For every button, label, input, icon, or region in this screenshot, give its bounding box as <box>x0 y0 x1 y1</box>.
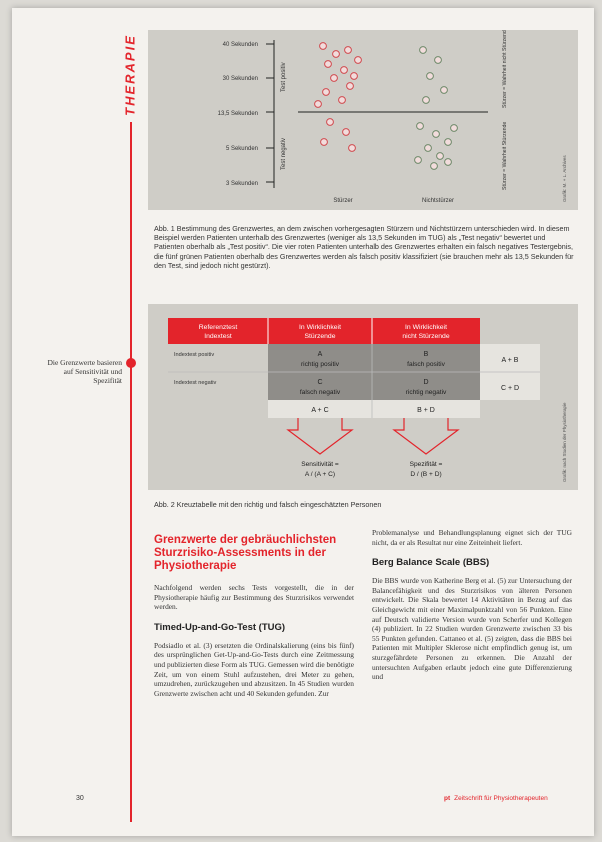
faller-dot <box>333 51 340 58</box>
svg-text:Stürzende: Stürzende <box>304 333 336 340</box>
tug-heading: Timed-Up-and-Go-Test (TUG) <box>154 621 286 633</box>
journal-logo: pt <box>444 795 451 802</box>
faller-dots <box>315 43 362 152</box>
faller-dot <box>351 73 358 80</box>
cell-d: richtig negativ <box>405 389 447 396</box>
arrow-sensitivity <box>288 418 352 454</box>
row-pos-label: Indextest positiv <box>174 352 215 358</box>
nonfaller-dot <box>417 123 424 130</box>
tug-paragraph: Podsiadlo et al. (3) ersetzten die Ordinalskalierung (eins bis fünf) des ursprünglichen Get-Up-and-Go-Tests durch eine Zeitmessung und publizierten diese Form als TUG. Gemessen wird die benötigte Zeit, um von einem Stuhl aufzustehen, drei Meter zu gehen, umzudrehen, zurückzugehen und abzusitzen. In 45 Studien wurden Grenzwerte zwischen acht und 40 Sekunden gefunden. Zur <box>154 640 354 698</box>
figure-2-credit: Grafik: nach Studien der Physiotherapie <box>562 402 567 482</box>
header-sturzende-cell <box>268 318 372 344</box>
faller-dot <box>315 101 322 108</box>
sens-label: Sensitivität = <box>301 461 339 468</box>
cell-c: falsch negativ <box>299 389 341 396</box>
faller-dot <box>320 43 327 50</box>
y-tick-labels <box>218 42 258 187</box>
nonfaller-dot <box>445 159 452 166</box>
svg-text:C: C <box>317 379 323 386</box>
sum-ac: A + C <box>311 407 329 414</box>
cell-b: falsch positiv <box>407 361 445 368</box>
page-number: 30 <box>76 795 84 802</box>
y-tick-label: 3 Sekunden <box>225 181 258 187</box>
margin-note: Die Grenzwerte basieren auf Sensitivität und Spezifität <box>47 358 122 385</box>
continuation-paragraph: Problemanalyse und Behandlungsplanung eignet sich der TUG nicht, da er als Resultat nur eine Zeiteinheit liefert. <box>372 528 572 547</box>
nonfaller-dots <box>415 47 458 170</box>
faller-dot <box>325 61 332 68</box>
faller-dot <box>327 119 334 126</box>
header-ref-cell <box>168 318 268 344</box>
sum-bd: B + D <box>417 407 435 414</box>
y-tick-label: 30 Sekunden <box>222 76 258 82</box>
y-tick-label: 13,5 Sekunden <box>217 111 258 117</box>
faller-dot <box>347 83 354 90</box>
nonfaller-dot <box>420 47 427 54</box>
x-label-fallers: Stürzer <box>333 198 353 204</box>
faller-dot <box>341 67 348 74</box>
nonfaller-dot <box>431 163 438 170</box>
journal-footer <box>444 795 548 802</box>
svg-text:D: D <box>423 379 429 386</box>
figure-1-plot <box>148 30 578 210</box>
faller-dot <box>323 89 330 96</box>
svg-text:B: B <box>423 351 429 358</box>
cell-a: richtig positiv <box>300 361 340 368</box>
left-column <box>154 528 354 698</box>
arrow-specificity <box>394 418 458 454</box>
sum-cd: C + D <box>500 385 520 392</box>
nonfaller-dot <box>425 145 432 152</box>
x-label-nonfallers: Nichtstürzer <box>421 198 455 204</box>
nonfaller-dot <box>427 73 434 80</box>
faller-dot <box>339 97 346 104</box>
section-rule <box>130 122 132 822</box>
nonfaller-dot <box>433 131 440 138</box>
section-title: Grenzwerte der gebräuchlichsten Sturzrisiko-Assessments in der Physiotherapie <box>154 534 337 572</box>
intro-paragraph: Nachfolgend werden sechs Tests vorgestellt, die in der Physiotherapie häufig zur Bestimmung des Sturzrisikos verwendet werden. <box>154 583 354 612</box>
label-right-top: Stürzer = Wahrheit nicht Stürzende <box>502 30 508 108</box>
bbs-paragraph: Die BBS wurde von Katherine Berg et al. (5) zur Untersuchung der Balancefähigkeit und des Sturzrisikos von älteren Personen entwickelt. Die Skala bewertet 14 Aktivitäten in Bezug auf das Gleichgewicht mit einer Maximalpunktzahl von 56 Punkten. Eine auf Deutsch validierte Version wurde von Scherfer und Kollegen (4) publiziert. In 22 Studien wurden Grenzwerte zwischen 33 bis 55 Punkten gefunden. Cattaneo et al. (5) zeigten, dass die BBS bei Patienten mit Multipler Sklerose nicht empfindlich genug ist, um sturzgefährdete Personen zu erkennen. Die Anzahl der untersuchten Aufgaben erlaubt jedoch eine gute Differenzierung und <box>372 576 572 682</box>
figure-1-caption: Abb. 1 Bestimmung des Grenzwertes, an dem zwischen vorhergesagten Stürzern und Nichtstürzern unterschieden wird. In diesem Beispiel werden Patienten unterhalb des Grenzwertes (weniger als 13,5 Sekunden im TUG) als „Test negativ“ bewertet und Patienten oberhalb als „Test positiv“. Die vier roten Patienten unterhalb des Grenzwertes erhalten ein falsch negatives Testergebnis, die fünf grünen Patienten oberhalb des Grenzwertes werden als falsch positiv klassifiziert (sie brauchen mehr als 13,5 Sekunden für den Test, sind jedoch nicht gestürzt). <box>154 224 574 270</box>
figure-2 <box>148 304 578 490</box>
y-tick-label: 40 Sekunden <box>222 42 258 48</box>
figure-1-credit: Grafik: M. + L. Archives <box>562 155 567 202</box>
journal-name: Zeitschrift für Physiotherapeuten <box>454 795 548 802</box>
faller-dot <box>345 47 352 54</box>
faller-dot <box>343 129 350 136</box>
svg-text:nicht Stürzende: nicht Stürzende <box>402 333 450 340</box>
right-column <box>372 528 572 682</box>
sum-row <box>268 400 480 418</box>
spec-formula: D / (B + D) <box>410 471 442 478</box>
sens-formula: A / (A + C) <box>304 471 336 478</box>
label-right-bottom: Stürzer = Wahrheit Stürzende <box>502 121 508 190</box>
label-test-negative: Test negativ <box>281 137 287 170</box>
header-sturzende-text: In Wirklichkeit <box>299 324 341 331</box>
row-neg-label: Indextest negativ <box>174 380 217 386</box>
margin-bullet <box>126 358 136 368</box>
y-tick-label: 5 Sekunden <box>225 146 258 152</box>
nonfaller-dot <box>445 139 452 146</box>
nonfaller-dot <box>437 153 444 160</box>
header-ref-text: Referenztest <box>198 324 238 331</box>
nonfaller-dot <box>435 57 442 64</box>
nonfaller-dot <box>451 125 458 132</box>
nonfaller-dot <box>441 87 448 94</box>
svg-text:A: A <box>317 351 323 358</box>
figure-2-caption: Abb. 2 Kreuztabelle mit den richtig und falsch eingeschätzten Personen <box>154 500 382 509</box>
svg-text:Indextest: Indextest <box>204 333 232 340</box>
nonfaller-dot <box>423 97 430 104</box>
faller-dot <box>331 75 338 82</box>
figure-2-table <box>148 304 578 490</box>
header-nicht-text: In Wirklichkeit <box>405 324 447 331</box>
faller-dot <box>349 145 356 152</box>
figure-1 <box>148 30 578 210</box>
sum-ab: A + B <box>501 357 519 364</box>
section-tab: THERAPIE <box>122 34 138 116</box>
spec-label: Spezifität = <box>409 461 443 468</box>
label-test-positive: Test positiv <box>281 62 287 92</box>
faller-dot <box>355 57 362 64</box>
faller-dot <box>321 139 328 146</box>
bbs-heading: Berg Balance Scale (BBS) <box>372 557 490 569</box>
nonfaller-dot <box>415 157 422 164</box>
header-nicht-cell <box>372 318 480 344</box>
